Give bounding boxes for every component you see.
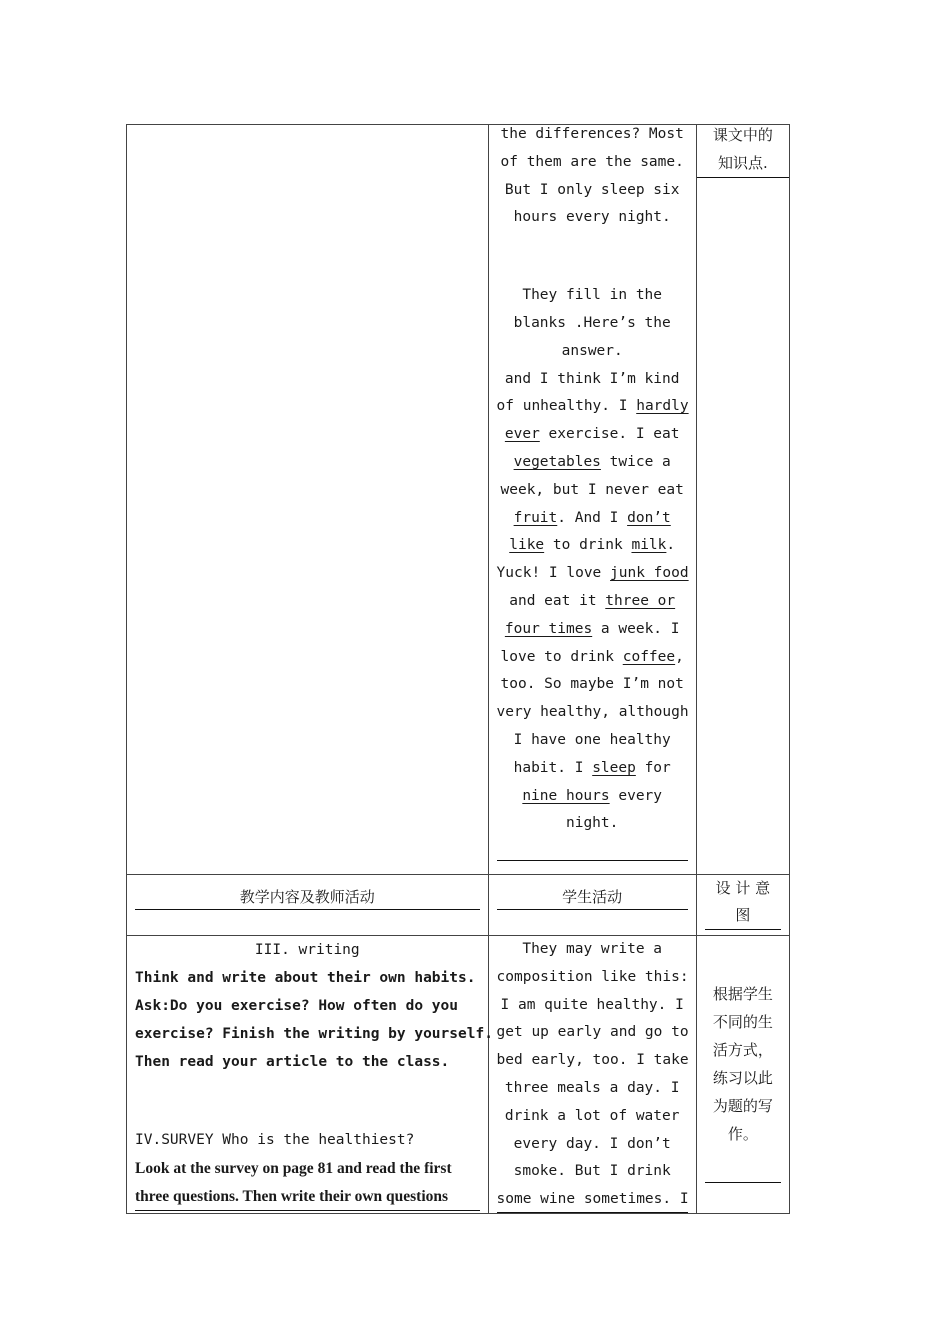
student-text-line: the differences? Most: [500, 126, 684, 142]
answer-line: of unhealthy. I hardly: [496, 398, 689, 415]
blank-answer: sleep: [592, 759, 636, 776]
design-text-line: 课文中的: [712, 126, 773, 144]
blank-answer: like: [509, 537, 545, 554]
answer-line: night.: [565, 815, 619, 832]
section-title-writing: III. writing: [254, 942, 360, 958]
cell-rule: [705, 1148, 781, 1183]
student-text-line: They may write a: [522, 941, 663, 957]
student-text-line: hours every night.: [513, 209, 671, 226]
design-text-line: 不同的生: [712, 1013, 773, 1031]
design-header-cell: [696, 875, 789, 936]
survey-instruction: Look at the survey on page 81 and read the first: [135, 1160, 452, 1177]
design-header: 设 计 意 图: [705, 875, 781, 930]
answer-line: four times a week. I: [504, 620, 680, 637]
design-text-line: 根据学生: [712, 985, 773, 1003]
blank-answer: three or: [605, 592, 676, 609]
blank-answer: nine hours: [522, 787, 610, 804]
answer-line: Yuck! I love junk food: [496, 565, 689, 582]
section-title-survey: IV.SURVEY Who is the healthiest?: [135, 1132, 415, 1148]
student-text-line: composition like this:: [496, 968, 689, 985]
student-text-line: three meals a day. I: [504, 1079, 680, 1096]
answer-line: and I think I’m kind: [504, 370, 680, 387]
student-text-line: But I only sleep six: [504, 181, 680, 198]
teacher-header: 教学内容及教师活动: [135, 885, 480, 910]
student-text-line: bed early, too. I take: [496, 1052, 689, 1069]
student-text-line: some wine sometimes. I: [497, 1186, 688, 1213]
answer-line: vegetables twice a: [513, 453, 671, 470]
teacher-header-cell: [127, 875, 489, 936]
student-text-line: get up early and go to: [496, 1024, 689, 1041]
answer-line: very healthy, although: [496, 704, 689, 721]
answer-line: too. So maybe I’m not: [500, 676, 684, 693]
student-header-cell: [488, 875, 696, 936]
design-text-line: 练习以此: [712, 1069, 773, 1087]
answer-line: week, but I never eat: [500, 481, 684, 498]
content-row: [127, 936, 790, 1214]
blank-answer: coffee: [622, 648, 676, 665]
blank-answer: hardly: [636, 398, 689, 415]
teacher-activity-cell: [127, 936, 493, 1214]
design-text-line: 知识点.: [718, 154, 768, 172]
student-text-line: of them are the same.: [500, 153, 684, 170]
survey-instruction: three questions. Then write their own questions: [135, 1183, 480, 1211]
student-text-line: smoke. But I drink: [513, 1163, 671, 1180]
student-header: 学生活动: [497, 885, 688, 910]
lesson-plan-table: [126, 124, 790, 1214]
blank-answer: vegetables: [513, 453, 601, 470]
blank-answer: fruit: [513, 509, 558, 526]
answer-line: and eat it three or: [509, 592, 676, 609]
answer-intro-line: answer.: [561, 342, 623, 359]
cell-rule: [497, 838, 688, 861]
answer-line: nine hours every: [522, 787, 663, 804]
continuation-row: [127, 125, 790, 875]
blank-answer: ever: [504, 426, 540, 443]
instruction-line: Think and write about their own habits.: [135, 970, 476, 986]
blank-answer: don’t: [627, 509, 671, 526]
answer-line: like to drink milk.: [509, 537, 676, 554]
student-text-line: every day. I don’t: [513, 1135, 671, 1152]
teacher-activity-cell-empty: [127, 125, 489, 875]
answer-line: love to drink coffee,: [500, 648, 684, 665]
design-text-line: 活方式，: [712, 1041, 773, 1059]
instruction-line: exercise? Finish the writing by yourself.: [135, 1026, 493, 1042]
blank-answer: junk food: [610, 565, 689, 582]
instruction-line: Ask:Do you exercise? How often do you: [135, 998, 459, 1014]
header-row: [127, 875, 790, 936]
answer-intro-line: blanks .Here’s the: [513, 314, 671, 331]
design-text-line: 为题的写: [712, 1097, 773, 1115]
answer-intro-line: They fill in the: [522, 287, 663, 304]
answer-line: I have one healthy: [513, 731, 671, 748]
answer-line: ever exercise. I eat: [504, 426, 680, 443]
instruction-line: Then read your article to the class.: [135, 1054, 450, 1070]
design-intent-cell: [696, 936, 789, 1214]
student-activity-cell: [488, 125, 696, 875]
student-activity-cell: [488, 936, 696, 1214]
student-text-line: drink a lot of water: [504, 1107, 680, 1124]
answer-line: habit. I sleep for: [513, 759, 671, 776]
design-text-line: 作。: [727, 1125, 758, 1143]
design-intent-cell: [696, 125, 789, 875]
blank-answer: milk: [631, 537, 667, 554]
blank-answer: four times: [504, 620, 593, 637]
student-text-line: I am quite healthy. I: [500, 996, 684, 1013]
answer-line: fruit. And I don’t: [513, 509, 671, 526]
